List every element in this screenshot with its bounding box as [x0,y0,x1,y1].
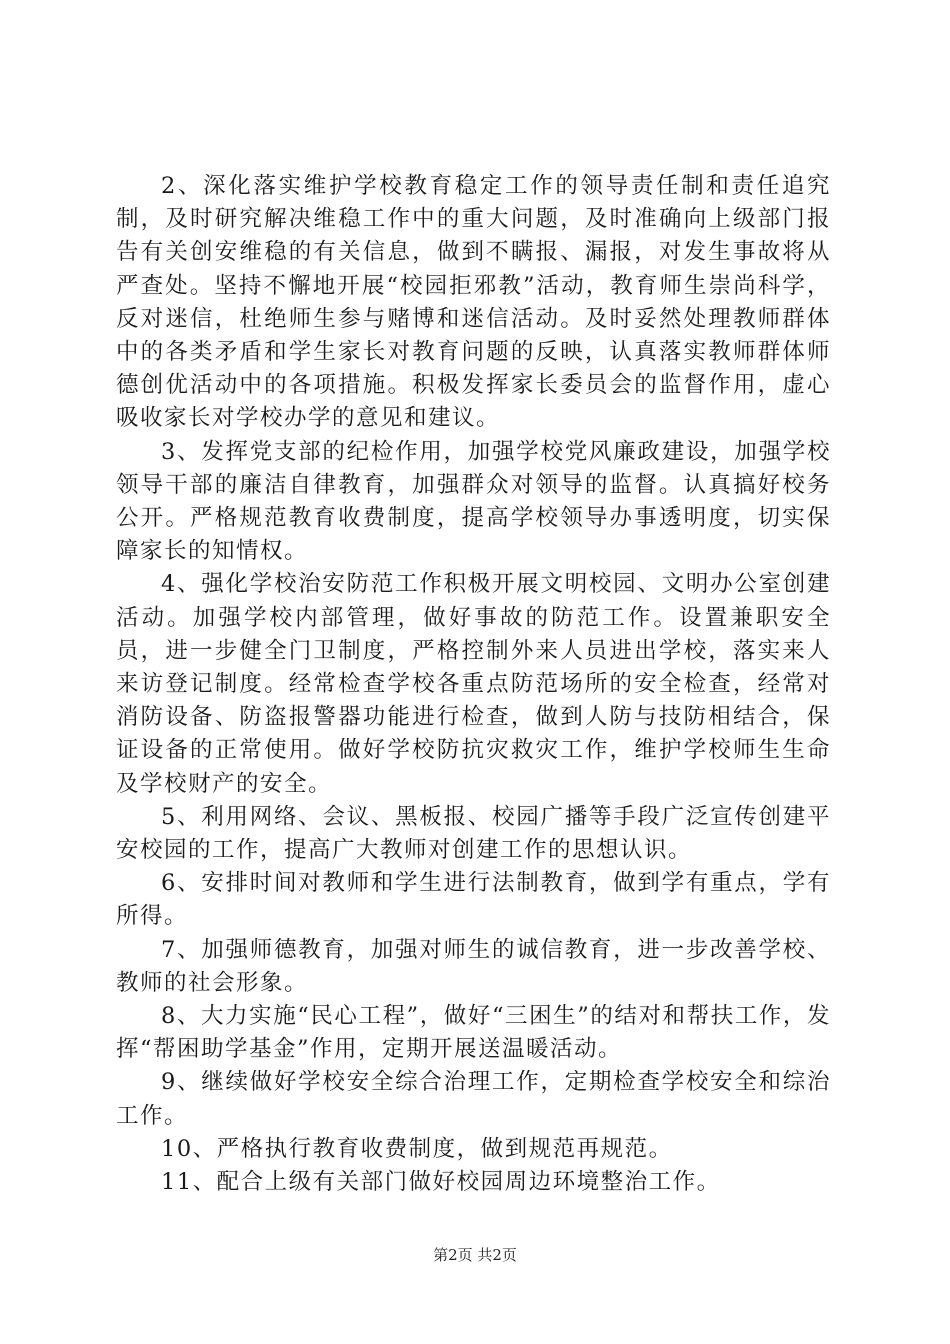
paragraph-item-7: 7、加强师德教育，加强对师生的诚信教育，进一步改善学校、教师的社会形象。 [116,936,831,996]
paragraph-item-10: 10、严格执行教育收费制度，做到规范再规范。 [161,1135,673,1162]
document-body [116,170,831,1199]
paragraph-item-5: 5、利用网络、会议、黑板报、校园广播等手段广泛宣传创建平安校园的工作，提高广大教师对创建工作的思想认识。 [116,803,831,864]
page-number-footer: 第2页 共2页 [433,1246,517,1264]
paragraph-item-9: 9、继续做好学校安全综合治理工作，定期检查学校安全和综治工作。 [116,1069,831,1129]
paragraph-item-3: 3、发挥党支部的纪检作用，加强学校党风廉政建设，加强学校领导干部的廉洁自律教育，加强群众对领导的监督。认真搞好校务公开。严格规范教育收费制度，提高学校领导办事透明度，切实保障家长的知情权。 [116,438,831,565]
paragraph-item-4: 4、强化学校治安防范工作积极开展文明校园、文明办公室创建活动。加强学校内部管理，做好事故的防范工作。设置兼职安全员，进一步健全门卫制度，严格控制外来人员进出学校，落实来人来访登记制度。经常检查学校各重点防范场所的安全检查，经常对消防设备、防盗报警器功能进行检查，做到人防与技防相结合，保证设备的正常使用。做好学校防抗灾救灾工作，维护学校师生生命及学校财产的安全。 [116,571,831,797]
paragraph-item-2: 2、深化落实维护学校教育稳定工作的领导责任制和责任追究制，及时研究解决维稳工作中的重大问题，及时准确向上级部门报告有关创安维稳的有关信息，做到不瞒报、漏报，对发生事故将从严查处。坚持不懈地开展“校园拒邪教”活动，教育师生崇尚科学，反对迷信，杜绝师生参与赌博和迷信活动。及时妥然处理教师群体中的各类矛盾和学生家长对教育问题的反映，认真落实教师群体师德创优活动中的各项措施。积极发挥家长委员会的监督作用，虚心吸收家长对学校办学的意见和建议。 [116,173,831,432]
paragraph-item-6: 6、安排时间对教师和学生进行法制教育，做到学有重点，学有所得。 [116,870,831,930]
paragraph-item-8: 8、大力实施“民心工程”，做好“三困生”的结对和帮扶工作，发挥“帮困助学基金”作用，定期开展送温暖活动。 [116,1003,831,1063]
paragraph-item-11: 11、配合上级有关部门做好校园周边环境整治工作。 [161,1169,721,1196]
